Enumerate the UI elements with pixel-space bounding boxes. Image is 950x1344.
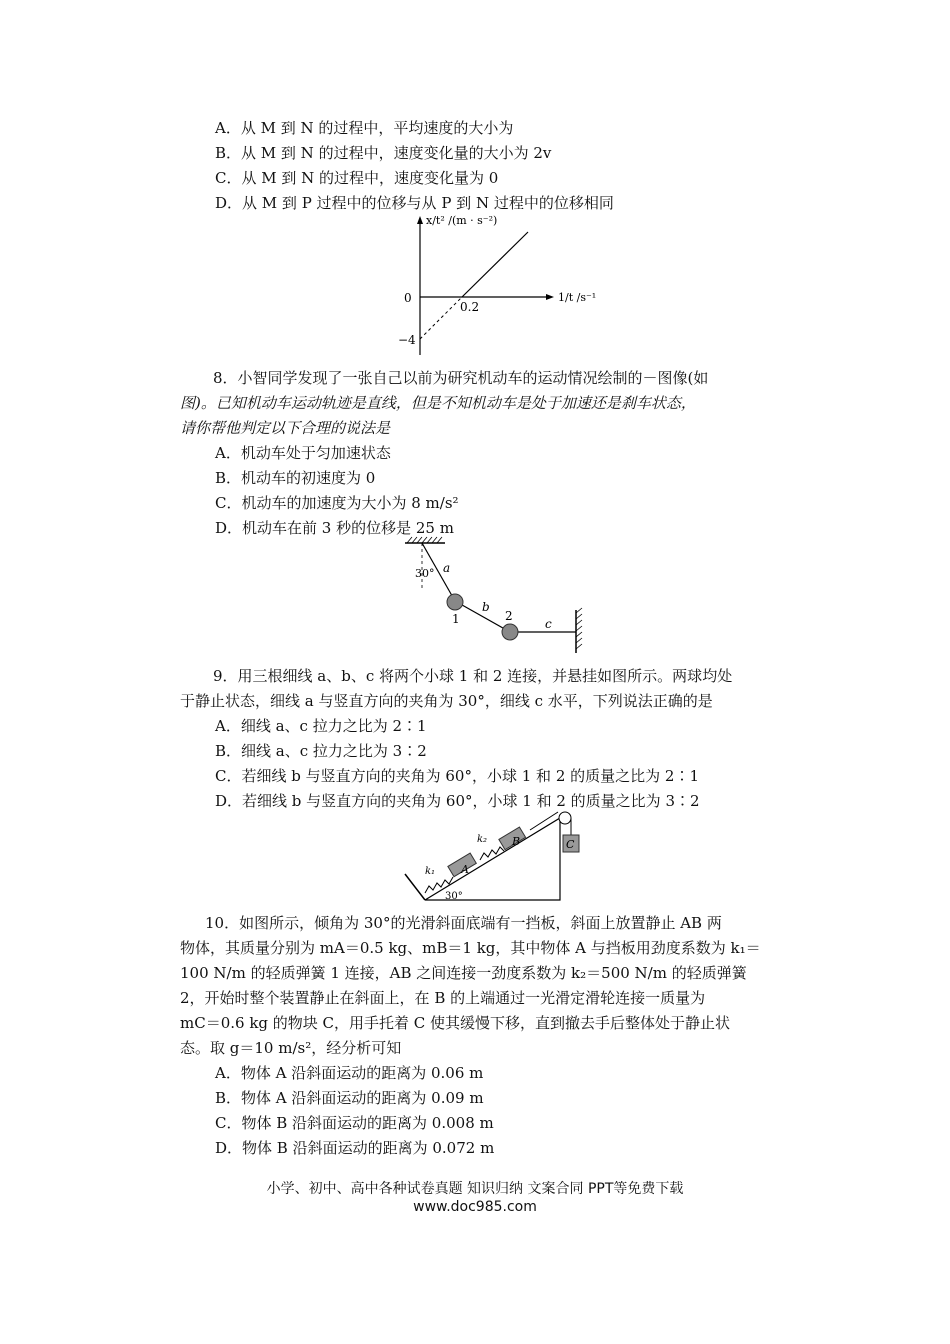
block-b-label: B [512, 835, 521, 848]
q10-stem-line1: 10．如图所示，倾角为 30°的光滑斜面底端有一挡板，斜面上放置静止 AB 两 [205, 914, 722, 932]
k2-label: k₂ [477, 834, 488, 845]
barrier [405, 874, 425, 900]
graph-x-arrow [546, 294, 554, 300]
ball-2-label: 2 [505, 609, 513, 623]
q10-option-a: A．物体 A 沿斜面运动的距离为 0.06 m [215, 1064, 484, 1082]
q10-option-c: C．物体 B 沿斜面运动的距离为 0.008 m [215, 1114, 494, 1132]
ball-1-label: 1 [452, 612, 460, 626]
q10-stem-line4: 2，开始时整个装置静止在斜面上，在 B 的上端通过一光滑定滑轮连接一质量为 [180, 989, 706, 1007]
graph-y-tick-label: −4 [398, 333, 416, 347]
graph-data-line [462, 232, 528, 297]
footer-link[interactable]: www.doc985.com [413, 1199, 537, 1215]
q10-stem-line3: 100 N/m 的轻质弹簧 1 连接，AB 之间连接一劲度系数为 k₂＝500 N/m 的轻质弹簧 [180, 964, 747, 982]
wall-hatch [576, 608, 582, 649]
graph-y-label: x/t² /(m · s⁻²) [426, 214, 498, 227]
ball-2 [502, 624, 518, 640]
q8-stem-line3: 请你帮他判定以下合理的说法是 [180, 419, 391, 437]
q8-stem-line1: 8．小智同学发现了一张自己以前为研究机动车的运动情况绘制的－图像(如 [213, 369, 709, 387]
block-c-label: C [566, 838, 575, 851]
block-a-label: A [461, 863, 469, 876]
pulley [559, 812, 571, 824]
q9-option-d: D．若细线 b 与竖直方向的夹角为 60°，小球 1 和 2 的质量之比为 3∶2 [215, 792, 700, 810]
q7-option-d: D．从 M 到 P 过程中的位移与从 P 到 N 过程中的位移相同 [215, 194, 614, 212]
incline-figure [395, 808, 595, 908]
k1-label: k₁ [425, 866, 436, 877]
q7-option-b: B．从 M 到 N 的过程中，速度变化量的大小为 2v [215, 144, 552, 162]
graph-dashed-extension [420, 297, 462, 339]
q10-stem-line6: 态。取 g＝10 m/s²，经分析可知 [180, 1039, 402, 1057]
q8-option-a: A．机动车处于匀加速状态 [215, 444, 391, 462]
angle-label: 30° [415, 567, 435, 580]
footer-text: 小学、初中、高中各种试卷真题 知识归纳 文案合同 PPT等免费下载 [266, 1181, 684, 1197]
graph-y-arrow [417, 216, 423, 224]
thread-c-label: c [545, 617, 552, 631]
graph-x-label: 1/t /s⁻¹ [558, 291, 597, 304]
ceiling-hatch [407, 537, 442, 543]
hanging-balls-figure [400, 535, 600, 655]
q9-stem-line2: 于静止状态，细线 a 与竖直方向的夹角为 30°，细线 c 水平，下列说法正确的是 [180, 692, 713, 710]
thread-b-label: b [482, 600, 490, 614]
q7-option-a: A．从 M 到 N 的过程中，平均速度的大小为 [215, 119, 514, 137]
q10-option-b: B．物体 A 沿斜面运动的距离为 0.09 m [215, 1089, 484, 1107]
ball-1 [447, 594, 463, 610]
q9-stem-line1: 9．用三根细线 a、b、c 将两个小球 1 和 2 连接，并悬挂如图所示。两球均处 [213, 667, 733, 685]
q8-option-b: B．机动车的初速度为 0 [215, 469, 376, 487]
q10-option-d: D．物体 B 沿斜面运动的距离为 0.072 m [215, 1139, 495, 1157]
q8-option-d: D．机动车在前 3 秒的位移是 25 m [215, 519, 454, 537]
incline-angle-label: 30° [445, 891, 463, 902]
q10-stem-line5: mC＝0.6 kg 的物块 C，用手托着 C 使其缓慢下移，直到撤去手后整体处于静止状 [180, 1014, 731, 1032]
x-over-t2-graph [390, 210, 597, 360]
q7-option-c: C．从 M 到 N 的过程中，速度变化量为 0 [215, 169, 499, 187]
graph-origin-label: 0 [404, 291, 412, 305]
q10-stem-line2: 物体，其质量分别为 mA＝0.5 kg、mB＝1 kg，其中物体 A 与挡板用劲度系数为 k₁＝ [180, 939, 761, 957]
q8-option-c: C．机动车的加速度为大小为 8 m/s² [215, 494, 459, 512]
q9-option-c: C．若细线 b 与竖直方向的夹角为 60°，小球 1 和 2 的质量之比为 2∶1 [215, 767, 699, 785]
q9-option-b: B．细线 a、c 拉力之比为 3∶2 [215, 742, 427, 760]
q9-option-a: A．细线 a、c 拉力之比为 2∶1 [215, 717, 427, 735]
graph-x-tick-label: 0.2 [460, 300, 480, 314]
thread-a-label: a [443, 561, 451, 575]
incline [425, 818, 560, 900]
q8-stem-line2: 图)。已知机动车运动轨迹是直线，但是不知机动车是处于加速还是刹车状态， [180, 394, 696, 412]
